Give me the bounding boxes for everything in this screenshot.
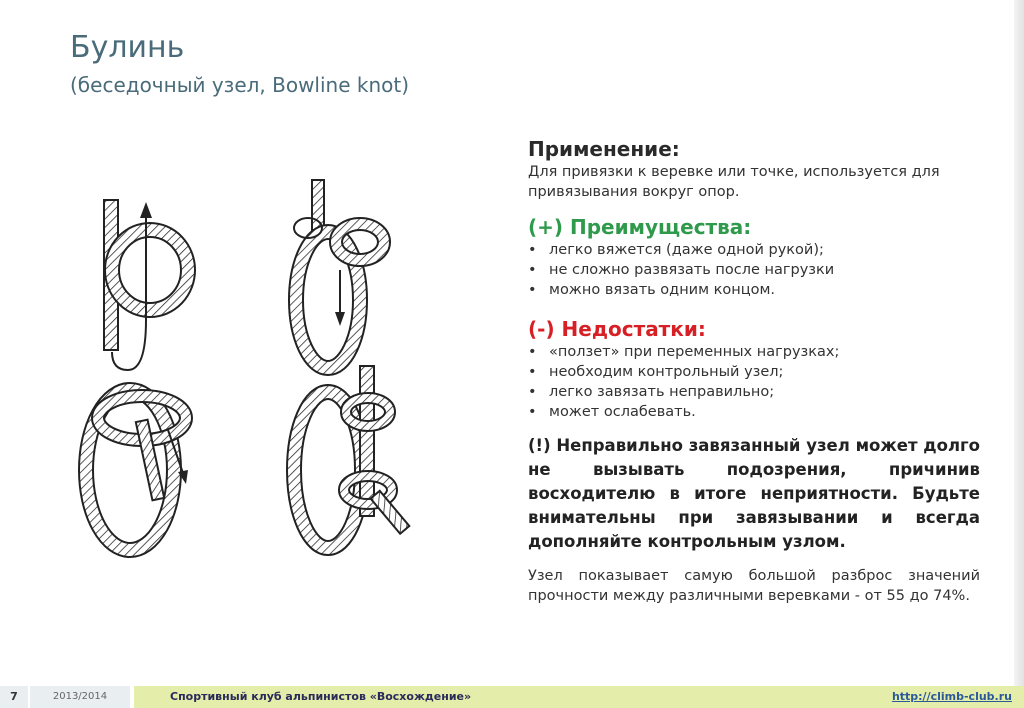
page-title: Булинь bbox=[70, 30, 185, 65]
advantages-item: • можно вязать одним концом. bbox=[528, 280, 980, 300]
application-text: Для привязки к веревке или точке, используется для привязывания вокруг опор. bbox=[528, 164, 940, 200]
advantages-item: • легко вяжется (даже одной рукой); bbox=[528, 240, 980, 260]
knot-step-1 bbox=[104, 200, 188, 370]
knot-step-3 bbox=[86, 390, 188, 550]
disadvantages-item: • необходим контрольный узел; bbox=[528, 362, 980, 382]
disadvantages-item: • легко завязать неправильно; bbox=[528, 382, 980, 402]
content-column bbox=[528, 136, 980, 606]
page-subtitle: (беседочный узел, Bowline knot) bbox=[70, 73, 410, 97]
footer-year: 2013/2014 bbox=[30, 686, 130, 708]
bowline-knot-illustration bbox=[60, 170, 480, 560]
footer-club-name: Спортивный клуб альпинистов «Восхождение» bbox=[170, 690, 472, 703]
disadvantages-list bbox=[528, 342, 980, 422]
footer-bar bbox=[134, 686, 1024, 708]
knot-step-2 bbox=[294, 180, 384, 368]
disadvantages-item: • может ослабевать. bbox=[528, 402, 980, 422]
disadvantages-item: • «ползет» при переменных нагрузках; bbox=[528, 342, 980, 362]
application-heading: Применение: bbox=[528, 137, 680, 161]
footer-url-link[interactable]: http://climb-club.ru bbox=[891, 690, 1012, 703]
advantages-heading: (+) Преимущества: bbox=[528, 215, 752, 239]
slide-edge bbox=[1014, 0, 1024, 708]
footer bbox=[0, 686, 1024, 708]
disadvantages-heading: (-) Недостатки: bbox=[528, 317, 706, 341]
strength-note: Узел показывает самую большой разброс значений прочности между различными веревками - от 55 до 74%. bbox=[528, 568, 980, 604]
advantages-item: • не сложно развязать после нагрузки bbox=[528, 260, 980, 280]
knot-step-4 bbox=[294, 366, 409, 548]
page-number: 7 bbox=[0, 686, 28, 708]
warning-text: (!) Неправильно завязанный узел может долго не вызывать подозрения, причинив восходителю в итоге неприятности. Будьте внимательны при завязывании и всегда дополняйте контрольным узлом. bbox=[528, 436, 981, 551]
advantages-list bbox=[528, 240, 980, 300]
